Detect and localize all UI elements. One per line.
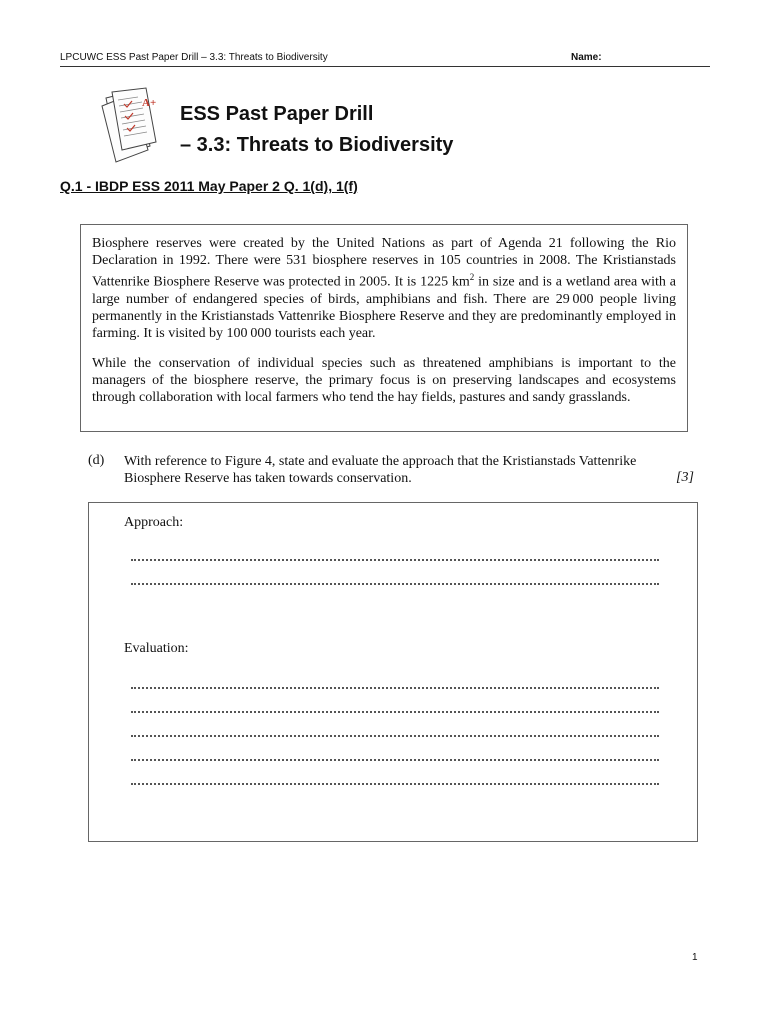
passage-p1-part-a: Biosphere reserves were created by the United Nations as part of Agenda 21 following the Rio Declaration in 1992. There were 531 biosphere reserves in 105 countries in 2008. The Kristianstads Vattenrike Biosphere Reserve was protected in 2005. It is 1225 km bbox=[92, 236, 676, 290]
passage-p1-part-b: in size and is a wetland area with a large number of endangered species of birds, amphibians and fish. There are 29 000 people living permanently in the Kristianstads Vattenrike Biosphere Reserve and they are predominantly employed in farming. It is visited by 100 000 tourists each year. bbox=[92, 274, 676, 341]
question-heading: Q.1 - IBDP ESS 2011 May Paper 2 Q. 1(d), 1(f) bbox=[60, 178, 358, 194]
passage-paragraph-2: While the conservation of individual species such as threatened amphibians is important to the managers of the biosphere reserve, the primary focus is on preserving landscapes and ecosystems through collaboration with local farmers who tend the hay fields, pastures and sandy grasslands. bbox=[92, 356, 676, 405]
approach-answer-line[interactable] bbox=[131, 559, 659, 561]
graded-paper-icon bbox=[98, 84, 164, 164]
superscript-2: 2 bbox=[469, 272, 475, 282]
evaluation-label: Evaluation: bbox=[124, 641, 189, 656]
answer-box bbox=[88, 502, 698, 842]
page-number: 1 bbox=[692, 952, 698, 963]
evaluation-answer-line[interactable] bbox=[131, 759, 659, 761]
approach-answer-line[interactable] bbox=[131, 583, 659, 585]
passage-paragraph-1 bbox=[92, 235, 676, 342]
passage-box bbox=[80, 224, 688, 432]
approach-label: Approach: bbox=[124, 515, 184, 530]
header-course-title: LPCUWC ESS Past Paper Drill – 3.3: Threats to Biodiversity bbox=[60, 52, 328, 63]
header-rule bbox=[60, 66, 710, 67]
header-name-label: Name: bbox=[571, 52, 602, 63]
question-d-text: With reference to Figure 4, state and evaluate the approach that the Kristianstads Vattenrike Biosphere Reserve has taken towards conservation. bbox=[124, 454, 637, 486]
running-header bbox=[60, 50, 710, 66]
page-title-line2: – 3.3: Threats to Biodiversity bbox=[180, 134, 454, 156]
page-title-line1: ESS Past Paper Drill bbox=[180, 103, 374, 125]
evaluation-answer-line[interactable] bbox=[131, 735, 659, 737]
evaluation-answer-line[interactable] bbox=[131, 783, 659, 785]
evaluation-answer-line[interactable] bbox=[131, 711, 659, 713]
question-d-label: (d) bbox=[88, 453, 105, 468]
grade-mark: A+ bbox=[142, 97, 157, 109]
question-d-marks: [3] bbox=[676, 470, 694, 485]
evaluation-answer-line[interactable] bbox=[131, 687, 659, 689]
